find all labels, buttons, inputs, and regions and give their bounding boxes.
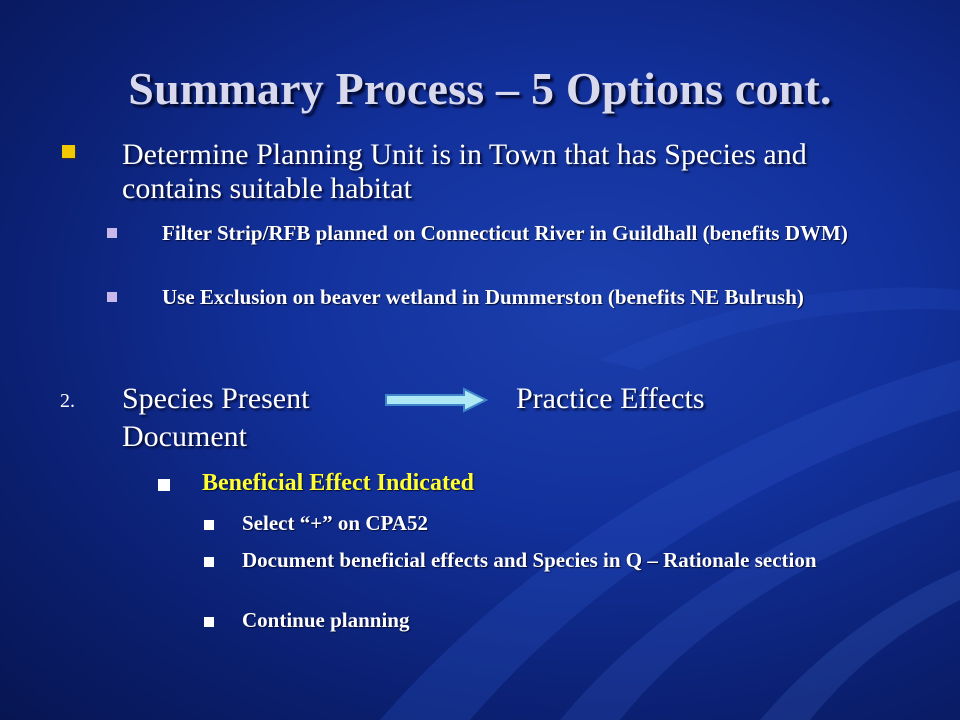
item-2-sub-item-2: Document beneficial effects and Species in Q – Rationale section: [242, 548, 817, 572]
sub-bullet-square-icon: [107, 292, 117, 302]
item-2-sub-item-3: Continue planning: [242, 608, 410, 632]
item-2-number: 2.: [60, 390, 75, 412]
item-2-text-continued: Document: [122, 420, 247, 453]
white-bullet-square-icon: [158, 479, 170, 491]
sub-bullet-square-icon: [107, 228, 117, 238]
bullet-1-text: Determine Planning Unit is in Town that has Species and contains suitable habitat: [122, 138, 807, 205]
slide-title: Summary Process – 5 Options cont.: [128, 63, 832, 114]
item-2-text-left: Species Present: [122, 382, 310, 415]
bullet-1-sub-item-2: Use Exclusion on beaver wetland in Dummerston (benefits NE Bulrush): [162, 285, 804, 309]
bullet-1-sub-item-1: Filter Strip/RFB planned on Connecticut River in Guildhall (benefits DWM): [162, 221, 848, 245]
item-2-text-right: Practice Effects: [516, 382, 705, 415]
white-bullet-square-icon: [204, 520, 214, 530]
white-bullet-square-icon: [204, 617, 214, 627]
right-arrow-icon: [384, 387, 488, 413]
beneficial-effect-heading: Beneficial Effect Indicated: [202, 470, 474, 496]
item-2-sub-item-1: Select “+” on CPA52: [242, 511, 428, 535]
bullet-square-icon: [62, 145, 75, 158]
white-bullet-square-icon: [204, 557, 214, 567]
